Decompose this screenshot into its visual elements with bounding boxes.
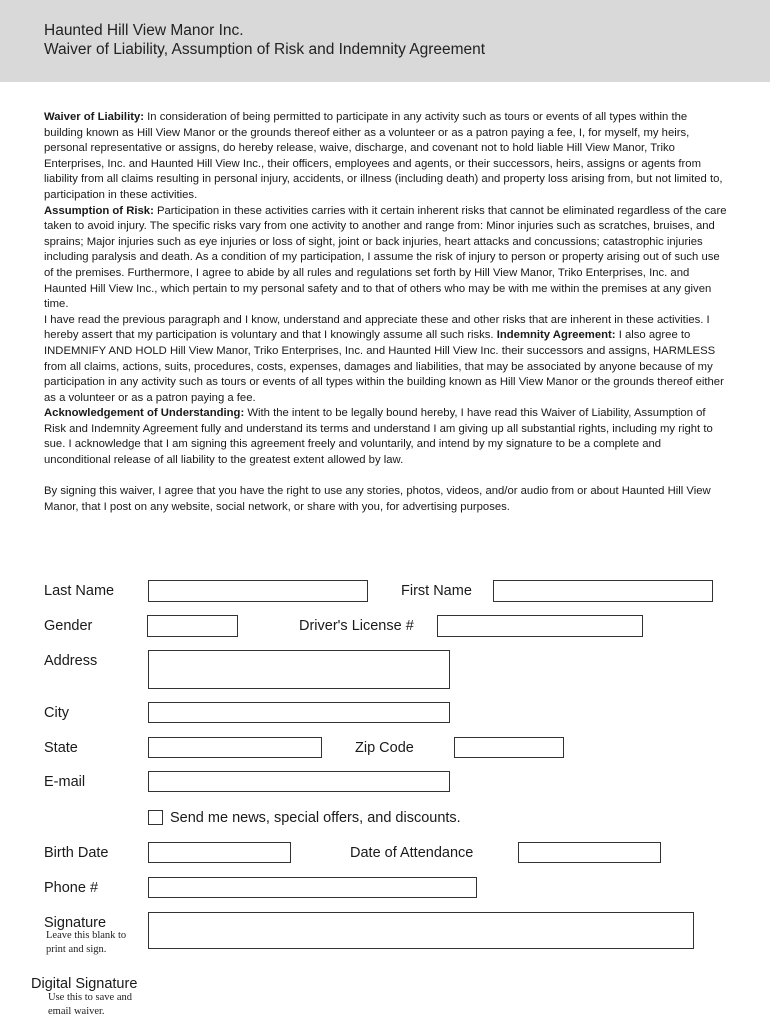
company-name: Haunted Hill View Manor Inc. bbox=[44, 22, 244, 39]
city-label: City bbox=[44, 705, 69, 721]
city-field[interactable] bbox=[148, 702, 450, 723]
liability-text: In consideration of being permitted to participate in any activity such as tours or events of all types within the building known as Hill View Manor or the grounds thereof either as a volunteer or as a patron paying a fee, I, for myself, my heirs, personal representative or assigns, do hereby release, waive, discharge, and covenant not to hold liable Hill View Manor, Triko Enterprises, Inc. and Haunted Hill View Inc., their officers, employees and agents, or their successors, heirs, assigns or agents from liability from all claims resulting in personal injury, accidents, or illness (including death) and property loss arising from, but not limited to, participation in these activities. bbox=[44, 111, 723, 201]
attendance-date-label: Date of Attendance bbox=[350, 845, 474, 861]
last-name-label: Last Name bbox=[44, 583, 115, 599]
ack-paragraph bbox=[44, 406, 728, 468]
waiver-body bbox=[44, 110, 728, 469]
drivers-license-label: Driver's License # bbox=[299, 618, 414, 634]
first-name-field[interactable] bbox=[493, 580, 713, 602]
zip-field[interactable] bbox=[454, 737, 564, 758]
last-name-field[interactable] bbox=[148, 580, 368, 602]
email-field[interactable] bbox=[148, 771, 450, 792]
phone-field[interactable] bbox=[148, 877, 477, 898]
news-opt-in-label: Send me news, special offers, and discounts. bbox=[170, 810, 461, 826]
gender-label: Gender bbox=[44, 618, 93, 634]
risk-text: Participation in these activities carries with it certain inherent risks that cannot be eliminated regardless of the care taken to avoid injury. The specific risks vary from one activity to another and range from: Minor injuries such as scratches, bruises, and sprains; Major injuries such as eye injuries or loss of sight, joint or back injuries, heart attacks and concussions; catastrophic injuries including paralysis and death. As a condition of my participation, I assume the risk of injury to person or property arising out of such use of the premises. Furthermore, I agree to abide by all rules and regulations set forth by Hill View Manor, Triko Enterprises, Inc. and Haunted Hill View Inc., which pertain to my personal safety and to that of others who may be with me within the premises at any given time. bbox=[44, 204, 727, 311]
media-consent: By signing this waiver, I agree that you have the right to use any stories, photos, videos, and/or audio from or about Haunted Hill View Manor, that I post on any website, social network, or share with you, for advertising purposes. bbox=[44, 485, 711, 513]
risk-paragraph bbox=[44, 204, 728, 313]
birth-date-field[interactable] bbox=[148, 842, 291, 863]
liability-paragraph bbox=[44, 110, 728, 204]
signature-hint-line-2: print and sign. bbox=[46, 944, 107, 955]
birth-date-label: Birth Date bbox=[44, 845, 109, 861]
phone-label: Phone # bbox=[44, 880, 99, 896]
attendance-date-field[interactable] bbox=[518, 842, 661, 863]
state-label: State bbox=[44, 740, 78, 756]
state-field[interactable] bbox=[148, 737, 322, 758]
document-header bbox=[0, 0, 770, 82]
zip-label: Zip Code bbox=[355, 740, 414, 756]
signature-label: Signature bbox=[44, 915, 107, 931]
email-label: E-mail bbox=[44, 774, 86, 790]
ack-text: With the intent to be legally bound hereby, I have read this Waiver of Liability, Assumption of Risk and Indemnity Agreement fully and understand its terms and understand I am giving up all substantial rights, including my right to sue. I acknowledge that I am signing this agreement freely and voluntarily, and intend by my signature to be a complete and unconditional release of all liability to the greatest extent allowed by law. bbox=[44, 407, 713, 467]
news-opt-in-checkbox[interactable] bbox=[148, 810, 163, 825]
ack-heading: Acknowledgement of Understanding: bbox=[44, 407, 245, 420]
document-title: Waiver of Liability, Assumption of Risk and Indemnity Agreement bbox=[44, 41, 486, 58]
address-field[interactable] bbox=[148, 650, 450, 689]
first-name-label: First Name bbox=[401, 583, 472, 599]
digital-signature-label: Digital Signature bbox=[31, 976, 138, 992]
address-label: Address bbox=[44, 653, 98, 669]
digital-signature-hint-line-1: Use this to save and bbox=[48, 992, 132, 1003]
indemnity-heading: Indemnity Agreement: bbox=[496, 329, 616, 342]
drivers-license-field[interactable] bbox=[437, 615, 643, 637]
signature-hint-line-1: Leave this blank to bbox=[46, 930, 127, 941]
indemnity-text: I also agree to INDEMNIFY AND HOLD Hill View Manor, Triko Enterprises, Inc. and Haunted Hill View Inc. their successors and assigns, HARMLESS from all claims, actions, suits, procedures, costs, expenses, damages and liabilities, that may be associated by anyone because of my participation in any activity such as tours or events of all types within the building known as Hill View Manor or the grounds thereof either as a volunteer or as a patron paying a fee. bbox=[44, 329, 724, 404]
liability-heading: Waiver of Liability: bbox=[44, 111, 145, 123]
read-text: I have read the previous paragraph and I know, understand and appreciate these and other risks that are inherent in these activities. I hereby assert that my participation is voluntary and that I knowingly assume all such risks. bbox=[44, 313, 710, 342]
digital-signature-hint-line-2: email waiver. bbox=[48, 1006, 105, 1017]
read-paragraph bbox=[44, 313, 728, 407]
risk-heading: Assumption of Risk: bbox=[44, 204, 154, 217]
signature-field[interactable] bbox=[148, 912, 694, 949]
gender-field[interactable] bbox=[147, 615, 238, 637]
